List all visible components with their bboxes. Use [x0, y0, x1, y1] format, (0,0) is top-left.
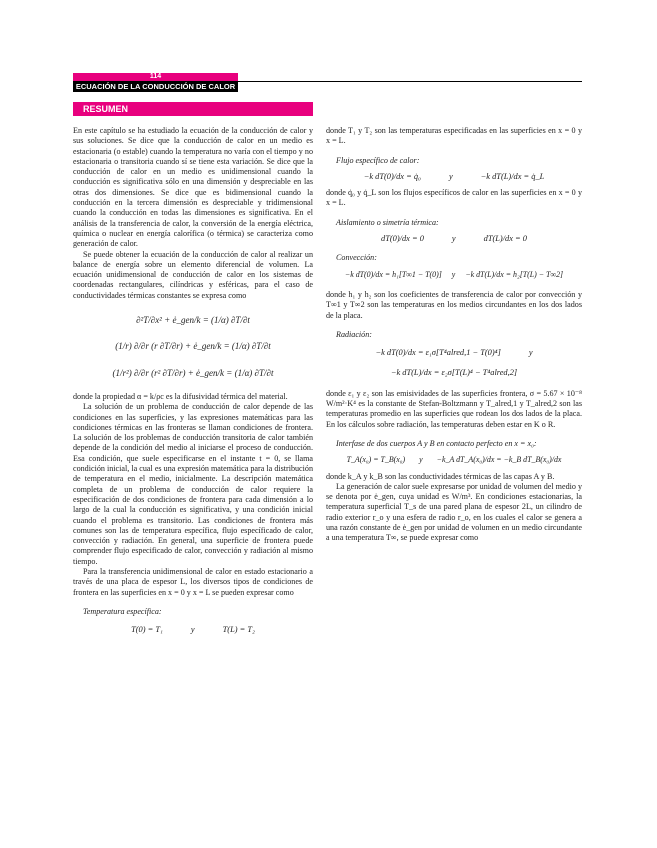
- eq-convection-x0: −k dT(0)/dx = h₁[T∞1 − T(0)]: [344, 269, 442, 279]
- eq-flux-xL: −k dT(L)/dx = q̇_L: [480, 171, 545, 181]
- eq-and: y: [419, 455, 423, 465]
- heat-equation-spherical: (1/r²) ∂/∂r (r² ∂T/∂r) + ė_gen/k = (1/α) ∂T/∂t: [112, 367, 274, 378]
- eq-temp-x0: T(0) = T₁: [131, 625, 163, 635]
- eq-and: y: [451, 234, 456, 244]
- section-title: RESUMEN: [73, 102, 313, 116]
- right-paragraph-5: donde k_A y k_B son las conductividades térmicas de las capas A y B.: [326, 471, 555, 481]
- right-paragraph-2: donde q̇₀ y q̇_L son los flujos específicos de calor en las superficies en x = 0 y x = L.: [326, 188, 582, 208]
- left-paragraph-2: Se puede obtener la ecuación de la conducción de calor al realizar un balance de energía sobre un elemento diferencial de volumen. La ecuación unidimensional de conducción de calor en los sistemas de coordenadas rectangulares, cilíndricas y esféricas, para el caso de conductividades térmicas constantes se expresa como: [73, 249, 313, 300]
- right-paragraph-6: La generación de calor suele expresarse por unidad de volumen del medio y se denota por ė_gen, cuya unidad es W/m³. En condiciones estacionarias, la temperatura superficial T_s de una pared plana de espesor 2L, un cilindro de radio exterior r_o y una esfera de radio r_o, en los cuales el calor se genera a una razón constante de ė_gen por unidad de volumen en un medio circundante a una temperatura T∞, se puede expresar como: [326, 481, 582, 543]
- eq-radiation-x0: −k dT(0)/dx = ε₁σ[T⁴alred,1 − T(0)⁴]: [375, 348, 501, 358]
- heat-equation-cylindrical: (1/r) ∂/∂r (r ∂T/∂r) + ė_gen/k = (1/α) ∂T/∂t: [115, 341, 271, 352]
- eq-and: y: [448, 171, 453, 181]
- eq-and: y: [190, 625, 195, 635]
- left-paragraph-1: En este capítulo se ha estudiado la ecuación de la conducción de calor y sus soluciones. Se dice que la conducción de calor en un medio es estacionaria (o estable) cuando la temperatura no varía con el tiempo y no estacionaria o transitoria cuando sí se tiene esta variación. Se dice que la conducción de calor en un medio es unidimensional cuando la conducción es significativa sólo en una dimensión y despreciable en las otras dos dimensiones. Se dice que es bidimensional cuando la conducción en la tercera dimensión es despreciable y tridimensional cuando la conducción en todas las dimensiones es significativa. En el análisis de la transferencia de calor, la conversión de la energía eléctrica, química o nuclear en energía calorífica (o térmica) se caracteriza como generación de calor.: [73, 126, 313, 249]
- left-paragraph-5: Para la transferencia unidimensional de calor en estado estacionario a través de una placa de espesor L, los diversos tipos de condiciones de frontera en las superficies en x = 0 y x = L se pueden expresar como: [73, 566, 313, 597]
- label-convection: Convección:: [336, 253, 377, 263]
- eq-flux-x0: −k dT(0)/dx = q̇₀: [363, 171, 421, 181]
- label-heat-flux: Flujo específico de calor:: [336, 155, 420, 165]
- right-column: [326, 126, 582, 544]
- eq-convection-xL: −k dT(L)/dx = h₂[T(L) − T∞2]: [465, 269, 564, 279]
- right-paragraph-4: donde ε₁ y ε₂ son las emisividades de las superficies frontera, σ = 5.67 × 10⁻⁸ W/m²·K⁴ es la constante de Stefan-Boltzmann y T_alred,1 y T_alred,2 son las temperaturas promedio en las superficies que rodean los dos lados de la placa. En los cálculos sobre radiación, las temperaturas deben estar en K o R.: [326, 388, 582, 429]
- chapter-title: ECUACIÓN DE LA CONDUCCIÓN DE CALOR: [73, 82, 238, 92]
- left-paragraph-4: La solución de un problema de conducción de calor depende de las condiciones en las superficies, y las expresiones matemáticas para las condiciones térmicas en las fronteras se llaman condiciones de frontera. La solución de los problemas de conducción transitoria de calor también depende de la condición del medio al iniciarse el proceso de conducción. Esa condición, que suele especificarse en el instante t = 0, se llama condición inicial, la cual es una expresión matemática para la distribución de temperatura en el medio, inicialmente. La descripción matemática completa de un problema de conducción de calor requiere la especificación de dos condiciones de frontera para cada dimensión a lo largo de la cual la conducción es significativa, y una condición inicial cuando el problema es transitorio. Las condiciones de frontera más comunes son las de temperatura específica, flujo específicado de calor, convección y radiación. En general, una superficie de frontera puede comprender flujo especificado de calor, convección y radiación al mismo tiempo.: [73, 402, 313, 566]
- label-specified-temperature: Temperatura específica:: [83, 606, 162, 616]
- eq-and: y: [528, 348, 533, 358]
- label-interface: Interfase de dos cuerpos A y B en contacto perfecto en x = x₀:: [336, 438, 537, 448]
- right-paragraph-1: donde T₁ y T₂ son las temperaturas especificadas en las superficies en x = 0 y x = L.: [326, 126, 582, 146]
- right-paragraph-3: donde h₁ y h₂ son los coeficientes de transferencia de calor por convección y T∞1 y T∞2 son las temperaturas en los medios circundantes en los dos lados de la placa.: [326, 289, 582, 320]
- eq-insulation-x0: dT(0)/dx = 0: [381, 234, 424, 244]
- label-insulation: Aislamiento o simetría térmica:: [336, 217, 439, 227]
- eq-interface-flux: −k_A dT_A(x₀)/dx = −k_B dT_B(x₀)/dx: [436, 455, 562, 465]
- page-number: 114: [73, 73, 238, 81]
- left-column: [73, 126, 313, 635]
- heat-equation-rectangular: ∂²T/∂x² + ė_gen/k = (1/α) ∂T/∂t: [136, 315, 250, 326]
- eq-and: y: [451, 269, 456, 279]
- left-paragraph-3: donde la propiedad α = k/ρc es la difusividad térmica del material.: [73, 391, 288, 401]
- eq-insulation-xL: dT(L)/dx = 0: [483, 234, 527, 244]
- eq-interface-temperature: T_A(x₀) = T_B(x₀): [346, 455, 406, 465]
- eq-radiation-xL: −k dT(L)/dx = ε₂σ[T(L)⁴ − T⁴alred,2]: [390, 368, 518, 378]
- label-radiation: Radiación:: [336, 329, 372, 339]
- eq-temp-xL: T(L) = T₂: [222, 625, 255, 635]
